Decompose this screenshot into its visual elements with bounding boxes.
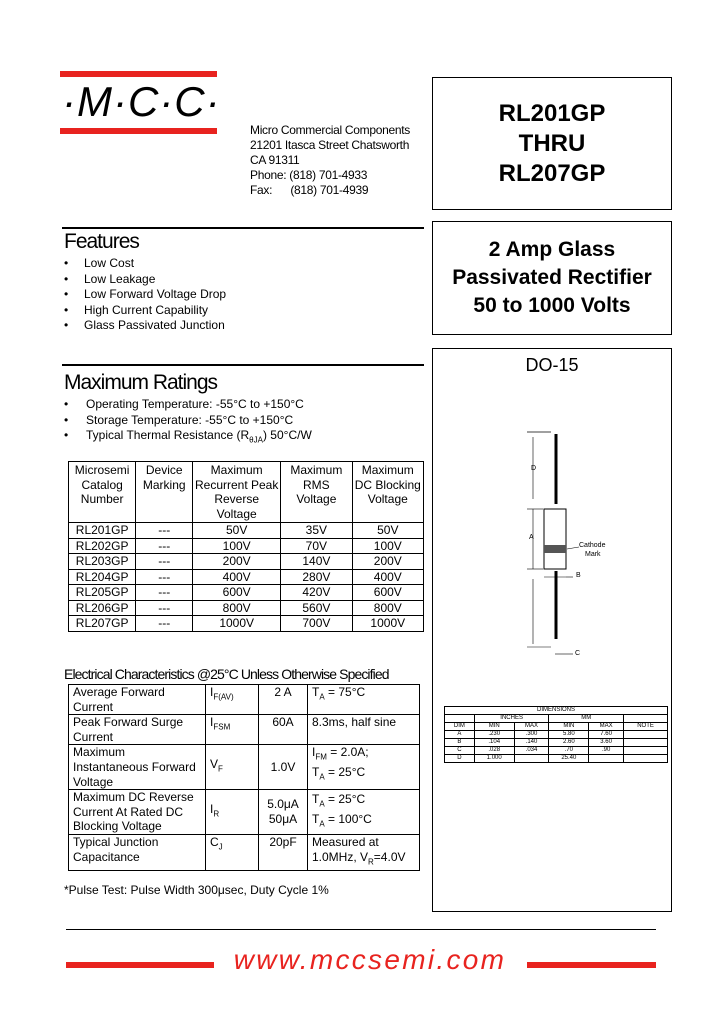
description-line-1: 2 Amp Glass [488,238,616,261]
logo-bottom-bar [60,128,217,134]
cond-rest: = 2.0A; [326,745,369,760]
dim-cell: A [445,731,475,739]
logo-top-bar [60,71,217,77]
cond-line [312,745,415,765]
rating-text: Storage Temperature: -55°C to +150°C [86,412,294,427]
symbol-sub: F(AV) [213,692,234,702]
symbol: V [210,757,219,772]
value-line: 50μA [268,812,298,827]
table-row [69,585,424,601]
condition-cell [308,745,420,790]
cond-sub: A [319,772,325,782]
cell-vrrm: 1000V [193,616,281,632]
cond-rest: = 100°C [324,812,372,827]
cond-line [312,812,415,832]
cell-vdc: 800V [352,600,423,616]
package-title: DO-15 [525,355,579,375]
dim-group-mm: MM [549,715,624,723]
dim-cell: .034 [514,747,549,755]
dim-cell: .140 [514,739,549,747]
cell-marking: --- [136,600,193,616]
value-cell: 2 A [259,685,308,715]
company-address [250,123,410,198]
list-item: • Operating Temperature: -55°C to +150°C [64,397,304,411]
table-row [445,747,668,755]
dim-cell [624,731,668,739]
dim-cell: D [445,755,475,763]
cond-rest: = 75°C [324,685,366,699]
list-item: • Low Forward Voltage Drop [64,287,227,301]
col-header-vrrm: Maximum Recurrent Peak Reverse Voltage [193,462,281,523]
dim-cell: 2.60 [549,739,589,747]
cell-catalog: RL206GP [69,600,136,616]
table-row [69,616,424,632]
cell-catalog: RL204GP [69,569,136,585]
table-row [69,715,420,745]
feature-text: Glass Passivated Junction [84,318,225,332]
dim-table-header [445,723,668,731]
cell-marking: --- [136,523,193,539]
dim-cell: B [445,739,475,747]
thermal-sub: θJA [249,435,263,445]
dim-cell [624,747,668,755]
symbol-sub: FSM [213,722,231,732]
dim-label-b: B [576,572,581,579]
param-cell: Typical Junction Capacitance [69,834,206,870]
cell-marking: --- [136,585,193,601]
list-item: • Storage Temperature: -55°C to +150°C [64,412,294,427]
cell-vdc: 600V [352,585,423,601]
cell-vrrm: 100V [193,538,281,554]
company-city: CA 91311 [250,153,300,167]
cond: T [312,765,320,780]
cell-catalog: RL202GP [69,538,136,554]
dim-header-cell: MAX [514,723,549,731]
symbol-sub: J [218,842,223,852]
dim-table-blank [624,715,668,723]
cell-catalog: RL205GP [69,585,136,601]
dim-cell: 3.60 [589,739,624,747]
thermal-label: Typical Thermal Resistance (R [86,428,250,442]
description-line-3: 50 to 1000 Volts [473,294,631,317]
dimensions-table [444,706,668,763]
company-fax [250,183,410,198]
param-cell: Peak Forward Surge Current [69,715,206,745]
cond-line [312,765,415,785]
cond-line: Measured at [312,834,379,849]
cell-vrms: 420V [281,585,352,601]
table-row [69,685,420,715]
ratings-heading: Maximum Ratings [64,371,218,394]
cell-vdc: 50V [352,523,423,539]
symbol-cell [206,685,259,715]
cell-vrrm: 800V [193,600,281,616]
website-link[interactable]: www.mccsemi.com [233,944,507,975]
cond-rest: = 25°C [324,792,366,807]
cell-marking: --- [136,616,193,632]
table-row [69,834,420,870]
param-cell: Maximum DC Reverse Current At Rated DC Blocking Voltage [69,790,206,835]
diode-outline-drawing [433,349,671,679]
dim-cell: .70 [549,747,589,755]
dim-label-c: C [575,650,581,657]
cond: T [312,792,320,807]
cond: 1.0MHz, V [312,849,369,864]
table-row [69,745,420,790]
dim-label-a: A [529,534,534,541]
cell-vrms: 700V [281,616,352,632]
company-name: Micro Commercial Components [250,123,410,137]
list-item: • Low Leakage [64,271,156,286]
footer-left-bar [66,962,214,968]
cell-vrrm: 200V [193,554,281,570]
cell-vrrm: 400V [193,569,281,585]
symbol-sub: F [218,764,223,774]
description-line-2: Passivated Rectifier [452,266,652,289]
dim-cell: C [445,747,475,755]
cell-vrms: 280V [281,569,352,585]
cell-vrrm: 600V [193,585,281,601]
dim-header-cell: NOTE [624,723,668,731]
cell-catalog: RL207GP [69,616,136,632]
part-first: RL201GP [498,99,606,127]
cell-vrrm: 50V [193,523,281,539]
cond-rest: =4.0V [373,849,406,864]
fax-label: Fax: [250,183,273,197]
dim-label-d-top: D [531,465,537,472]
condition-cell: 8.3ms, half sine [308,715,420,745]
part-number-box [432,77,672,210]
dim-cell: .300 [514,731,549,739]
table-row [69,523,424,539]
cell-marking: --- [136,538,193,554]
condition-cell [308,685,420,715]
table-row [445,755,668,763]
dim-cell: .90 [589,747,624,755]
mcc-logo: ·M·C·C· [62,78,221,125]
max-ratings-table [68,461,424,632]
phone-label: Phone: [250,168,287,182]
dim-table-blank [445,715,475,723]
symbol-cell [206,745,259,790]
symbol: I [210,715,214,730]
cond: T [312,685,320,699]
dim-cell [514,755,549,763]
dim-cell [624,755,668,763]
dim-table-title: DIMENSIONS [445,707,668,715]
symbol: I [210,685,214,699]
list-item: • Glass Passivated Junction [64,318,225,332]
dim-header-cell: MAX [589,723,624,731]
table-row [445,731,668,739]
cell-marking: --- [136,554,193,570]
dim-cell: .028 [474,747,514,755]
cell-vdc: 1000V [352,616,423,632]
col-header-marking: Device Marking [136,462,193,523]
col-header-vdc: Maximum DC Blocking Voltage [352,462,423,523]
part-last: RL207GP [498,159,606,187]
features-rule [62,227,424,229]
feature-text: High Current Capability [84,302,209,317]
symbol-cell [206,790,259,835]
table-row [69,538,424,554]
value-line: 5.0μA [267,797,299,812]
list-item: • Low Cost [64,256,135,270]
value-cell: 20pF [259,834,308,870]
value-cell [259,790,308,835]
rating-text [86,428,312,448]
company-street: 21201 Itasca Street Chatsworth [250,138,410,152]
cond: I [312,745,316,760]
thermal-value: ) 50°C/W [262,428,312,442]
package-box [432,348,672,912]
cell-vrms: 140V [281,554,352,570]
dim-cell: .104 [474,739,514,747]
cell-vdc: 200V [352,554,423,570]
param-cell: Average Forward Current [69,685,206,715]
cond-sub: A [319,692,325,702]
value-cell: 1.0V [259,745,308,790]
cell-catalog: RL203GP [69,554,136,570]
electrical-heading: Electrical Characteristics @25°C Unless Otherwise Specified [64,666,389,682]
dim-cell [589,755,624,763]
dim-cell: 5.80 [549,731,589,739]
cathode-label-line-2: Mark [585,551,601,558]
cell-vrms: 70V [281,538,352,554]
feature-text: Low Leakage [84,271,156,286]
col-header-catalog: Microsemi Catalog Number [69,462,136,523]
condition-cell [308,834,420,870]
footer-rule [66,929,656,930]
cond-line [312,792,415,812]
table-row [69,554,424,570]
cond: T [312,812,320,827]
dim-cell: 25.40 [549,755,589,763]
cell-vdc: 400V [352,569,423,585]
features-list [64,256,226,334]
list-item: • Typical Thermal Resistance $(R_{\theta JA})$ 50°C/W [64,428,312,448]
cell-catalog: RL201GP [69,523,136,539]
symbol-sub: R [213,809,220,819]
condition-cell [308,790,420,835]
dim-group-inches: INCHES [474,715,549,723]
dim-header-cell: DIM [445,723,475,731]
cond-sub: A [319,799,325,809]
feature-text: Low Cost [84,256,135,270]
table-row [445,739,668,747]
table-row [69,569,424,585]
cathode-label-line-1: Cathode [579,542,606,549]
cond-sub: A [319,819,325,829]
description-box [432,221,672,335]
phone-number: (818) 701-4933 [289,168,368,182]
dim-cell: 7.60 [589,731,624,739]
dim-header-cell: MIN [474,723,514,731]
table-row [69,600,424,616]
pulse-test-note: *Pulse Test: Pulse Width 300μsec, Duty Cycle 1% [64,883,329,897]
ratings-rule [62,364,424,366]
cond-line [312,850,415,870]
col-header-vrms: Maximum RMS Voltage [281,462,352,523]
cond-sub: FM [315,752,327,762]
symbol: I [210,802,214,817]
table-row [69,790,420,835]
part-thru: THRU [518,129,586,157]
feature-text: Low Forward Voltage Drop [84,287,227,301]
dim-cell: 1.000 [474,755,514,763]
cell-vrms: 560V [281,600,352,616]
features-heading: Features [64,230,139,253]
cathode-mark-label [579,541,605,559]
footer-right-bar [527,962,656,968]
param-cell: Maximum Instantaneous Forward Voltage [69,745,206,790]
cell-vrms: 35V [281,523,352,539]
cell-marking: --- [136,569,193,585]
electrical-table [68,684,420,871]
value-cell: 60A [259,715,308,745]
cond-sub: R [368,856,374,866]
rating-text: Operating Temperature: -55°C to +150°C [86,397,304,411]
dim-cell [624,739,668,747]
cell-vdc: 100V [352,538,423,554]
list-item: • High Current Capability [64,302,209,317]
symbol-cell [206,715,259,745]
ratings-list [64,397,312,448]
dim-cell: .230 [474,731,514,739]
symbol-cell [206,834,259,870]
cond-rest: = 25°C [324,765,366,780]
table-header-row [69,462,424,523]
symbol: C [210,834,219,849]
dim-header-cell: MIN [549,723,589,731]
company-phone [250,168,410,183]
fax-number: (818) 701-4939 [290,183,369,197]
